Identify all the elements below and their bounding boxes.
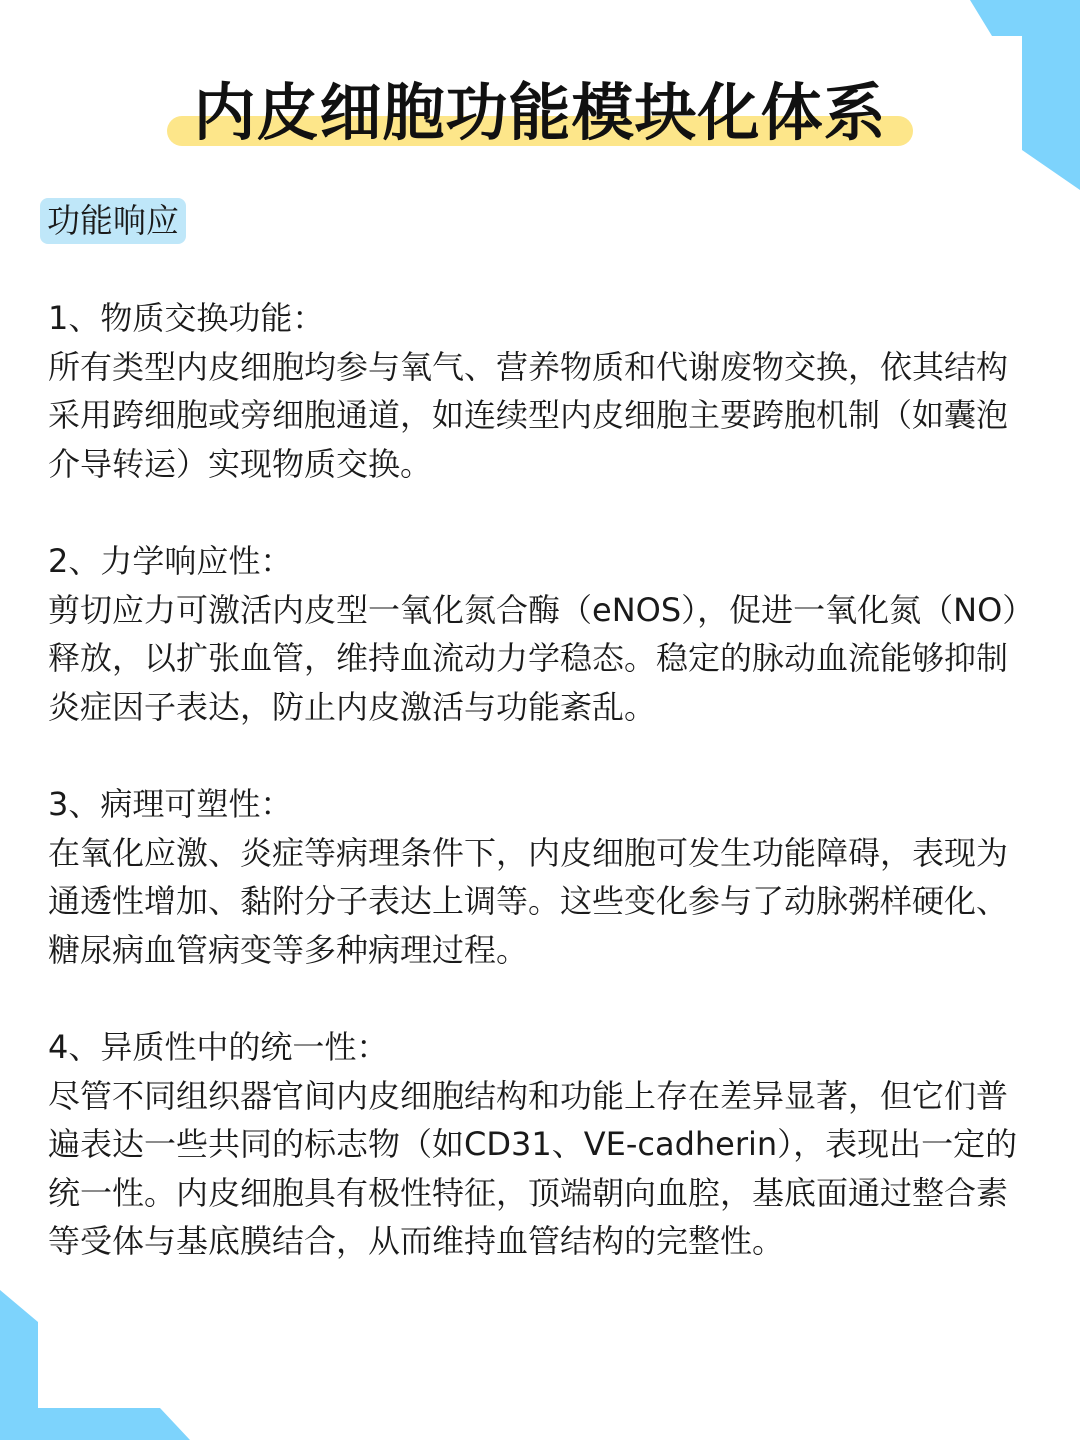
section-1 xyxy=(48,294,1038,488)
section-body: 所有类型内皮细胞均参与氧气、营养物质和代谢废物交换，依其结构采用跨细胞或旁细胞通道，如连续型内皮细胞主要跨胞机制（如囊泡介导转运）实现物质交换。 xyxy=(48,347,1009,483)
content xyxy=(48,294,1038,1314)
section-body: 在氧化应激、炎症等病理条件下，内皮细胞可发生功能障碍，表现为通透性增加、黏附分子表达上调等。这些变化参与了动脉粥样硬化、糖尿病血管病变等多种病理过程。 xyxy=(48,833,1009,969)
section-heading: 1、物质交换功能： xyxy=(48,299,325,337)
section-body: 尽管不同组织器官间内皮细胞结构和功能上存在差异显著，但它们普遍表达一些共同的标志物（如CD31、VE-cadherin），表现出一定的统一性。内皮细胞具有极性特征，顶端朝向血腔，基底面通过整合素等受体与基底膜结合，从而维持血管结构的完整性。 xyxy=(48,1076,1018,1261)
section-heading: 2、力学响应性： xyxy=(48,541,293,580)
page-title xyxy=(167,70,912,156)
section-tag: 功能响应 xyxy=(40,198,186,244)
section-heading: 4、异质性中的统一性： xyxy=(48,1027,389,1066)
section-3 xyxy=(48,780,1038,974)
section-4 xyxy=(48,1023,1038,1266)
section-2 xyxy=(48,537,1038,731)
page-title-text: 内皮细胞功能模块化体系 xyxy=(193,76,887,149)
section-heading: 3、病理可塑性： xyxy=(48,784,293,823)
title-area xyxy=(0,70,1080,156)
section-body: 剪切应力可激活内皮型一氧化氮合酶（eNOS），促进一氧化氮（NO）释放，以扩张血管，维持血流动力学稳态。稳定的脉动血流能够抑制炎症因子表达，防止内皮激活与功能紊乱。 xyxy=(48,590,1035,726)
